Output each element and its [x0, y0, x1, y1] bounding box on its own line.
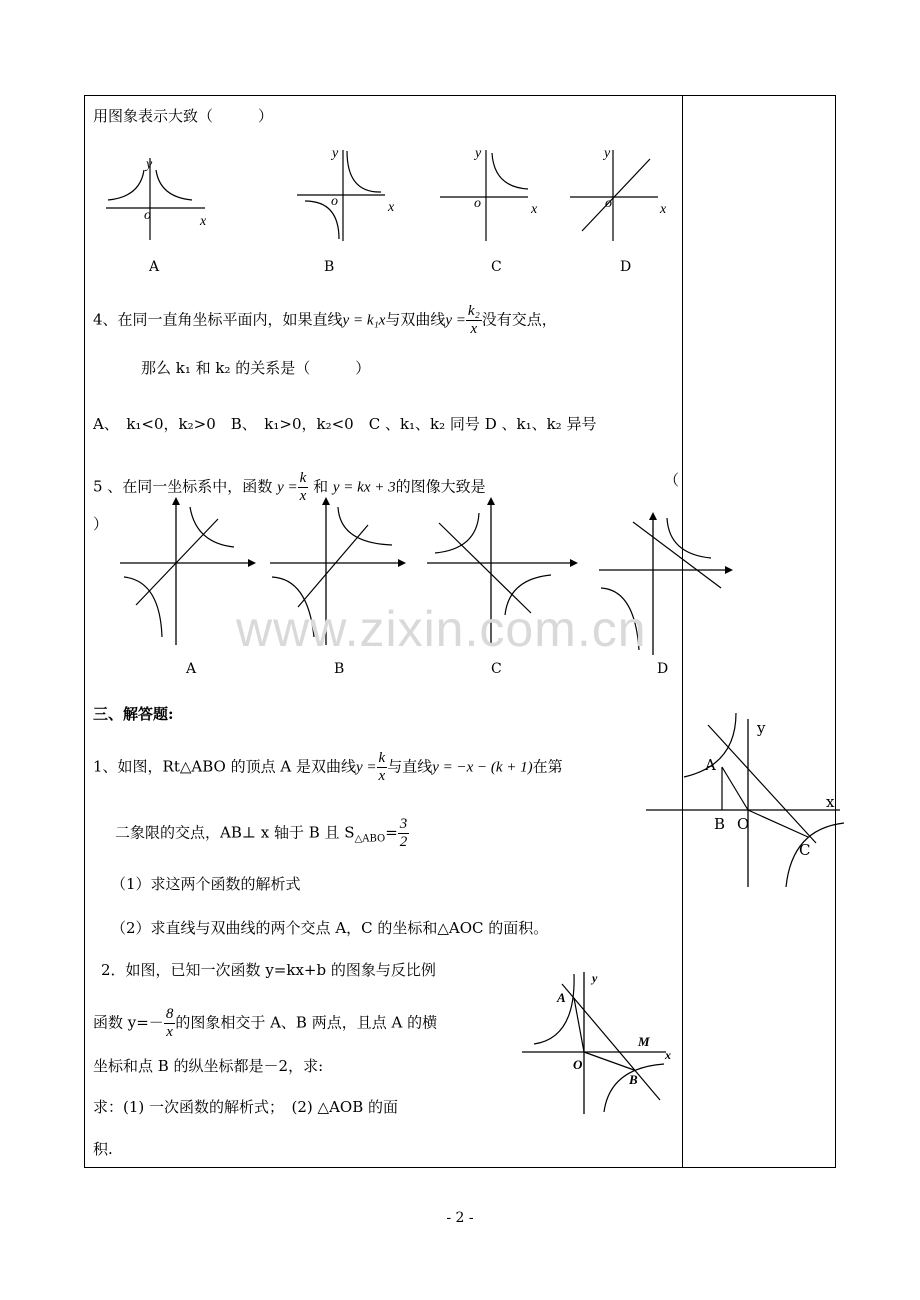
q3-graph-d: [568, 145, 678, 245]
p1-fig-o: O: [737, 815, 750, 833]
q4-line2: 那么 k₁ 和 k₂ 的关系是（ ）: [141, 359, 371, 377]
q3-graph-b: [295, 145, 405, 245]
p1-line1: 1、如图，Rt△ABO 的顶点 A 是双曲线y = $\frac{k}{x}$ 与直线y = −x − (k + 1)在第: [93, 750, 563, 784]
p2-fig-m: M: [638, 1034, 650, 1049]
p2-line5: 积.: [93, 1140, 113, 1158]
p1-fig-a: A: [705, 756, 716, 774]
q5-label-a: A: [186, 661, 197, 677]
q5-bracket-close: ）: [93, 515, 109, 533]
p1-fig-c: C: [799, 841, 811, 859]
q4-options: A、 k₁<0，k₂>0 B、 k₁>0，k₂<0 C 、k₁、k₂ 同号 D 、k₁、k₂ 异号: [93, 415, 597, 433]
p1-question-2: （2）求直线与双曲线的两个交点 A，C 的坐标和△AOC 的面积。: [111, 919, 549, 937]
p1-fig-x: x: [826, 793, 835, 811]
q5-label-b: B: [334, 661, 345, 677]
section-title: 三、解答题:: [93, 705, 174, 723]
q3-label-d: D: [620, 259, 632, 275]
p2-fig-a: A: [557, 990, 566, 1005]
watermark: www.zixin.com.cn: [236, 601, 647, 657]
p2-fig-x: x: [665, 1048, 671, 1062]
p2-figure: [518, 968, 678, 1118]
q3-label-c: C: [491, 259, 502, 275]
q5-bracket-open: （: [664, 471, 680, 489]
p2-line2: 函数 y=－ $\frac{8}{x}$ 的图象相交于 A、B 两点，且点 A 的横: [93, 1006, 438, 1040]
p1-figure: [644, 705, 844, 895]
p2-fig-o: O: [573, 1057, 583, 1072]
p2-line1: 2．如图，已知一次函数 y=kx+b 的图象与反比例: [101, 961, 436, 979]
q4-line1: 4、在同一直角坐标平面内，如果直线y = k₁x与双曲线y = $\frac{\text{k₂}}{x}$ 没有交点，: [93, 303, 557, 337]
q3-stem: 用图象表示大致（ ）: [93, 107, 274, 125]
page-number: - 2 -: [446, 1210, 474, 1226]
q3-graph-a: [100, 150, 220, 260]
p2-fig-y: y: [592, 971, 598, 985]
p1-fig-b: B: [714, 815, 726, 833]
q3-label-b: B: [324, 259, 335, 275]
p1-fig-y: y: [757, 719, 766, 737]
p2-line4: 求：(1) 一次函数的解析式； (2) △AOB 的面: [93, 1098, 398, 1116]
q3-graph-c: [438, 145, 548, 245]
p2-line3: 坐标和点 B 的纵坐标都是－2，求:: [93, 1057, 324, 1075]
q5-line1: 5 、在同一坐标系中，函数 y = $\frac{k}{x}$ 和 y = kx + 3的图像大致是: [93, 470, 486, 504]
q3-label-a: A: [149, 259, 160, 275]
p2-fig-b: B: [629, 1072, 638, 1087]
p1-question-1: （1）求这两个函数的解析式: [111, 875, 301, 893]
p1-line2: 二象限的交点，AB⊥ x 轴于 B 且 $S_{\triangle ABO}=$ $\frac{3}{2}$: [115, 816, 408, 850]
q5-label-c: C: [491, 661, 502, 677]
q5-label-d: D: [657, 661, 669, 677]
